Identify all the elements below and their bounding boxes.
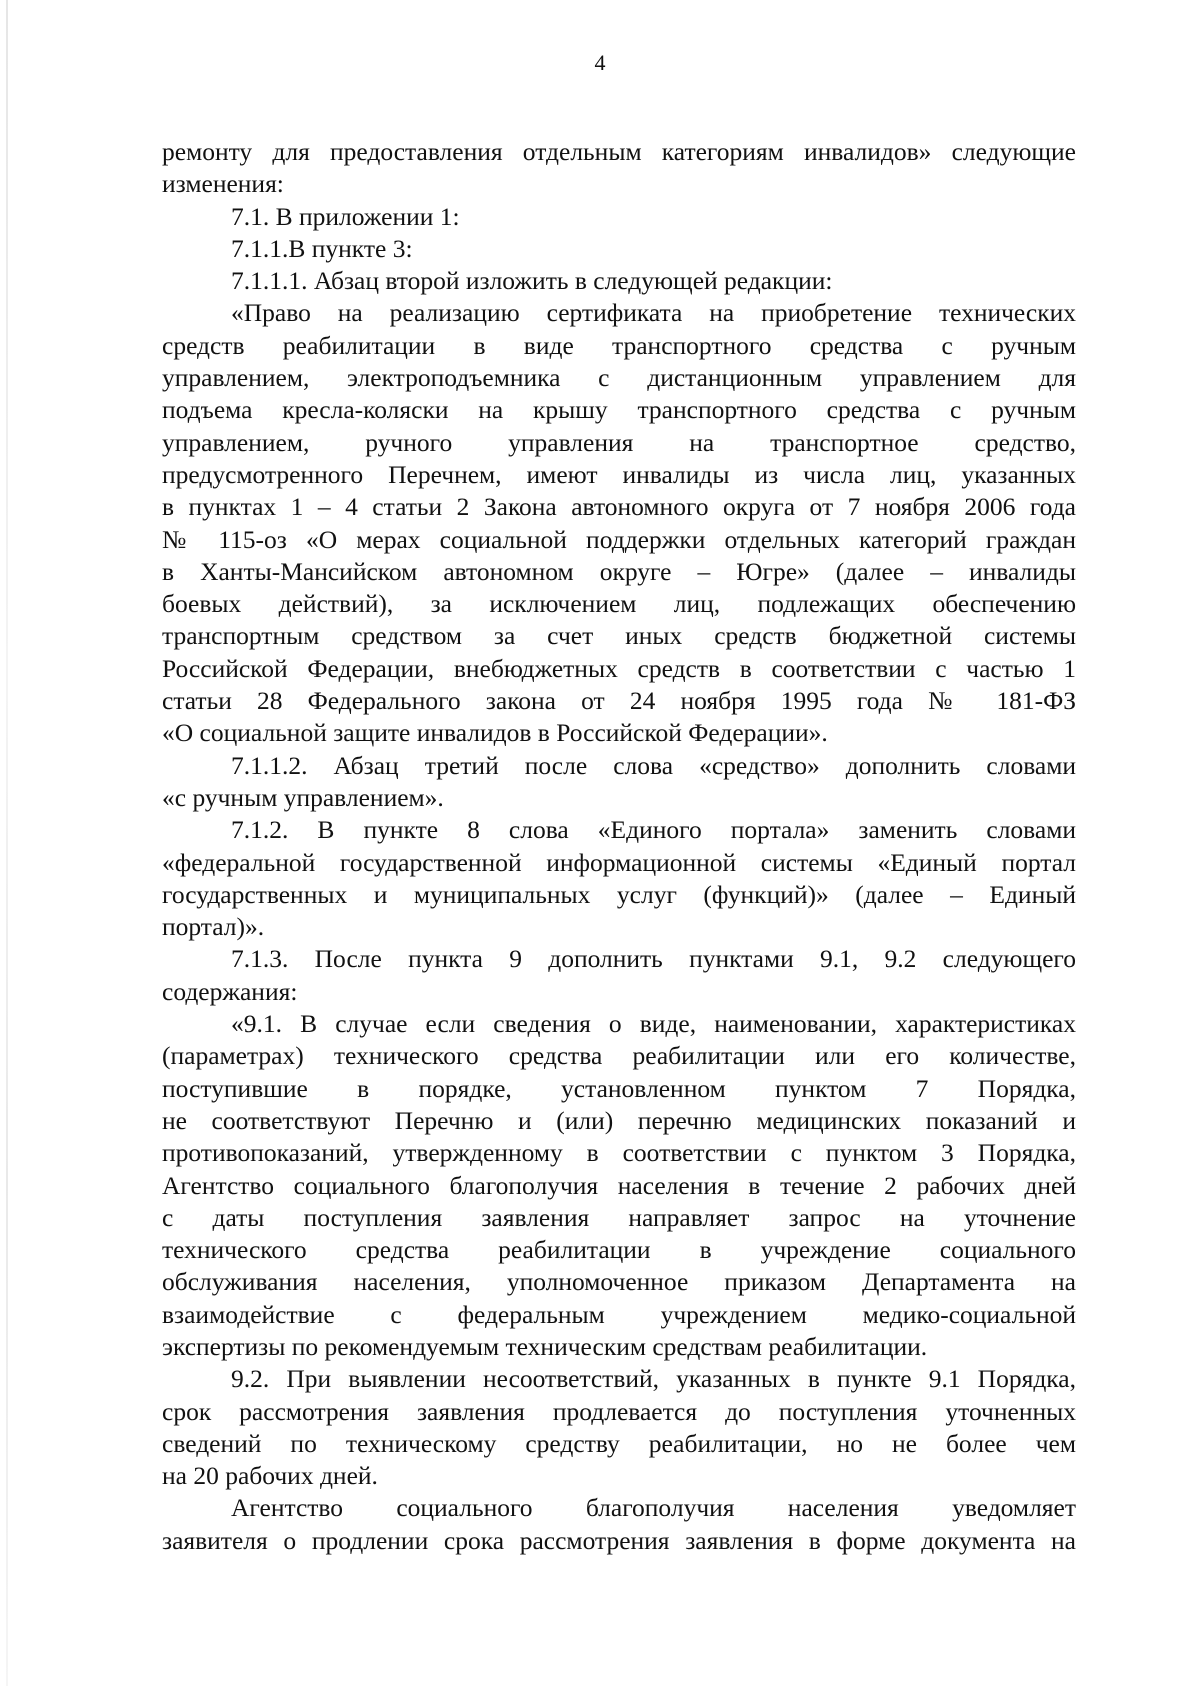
- text-line: заявителя о продлении срока рассмотрения заявления в форме документа на: [162, 1525, 1076, 1555]
- text-line: управлением, электроподъемника с дистанционным управлением для: [162, 363, 1076, 393]
- paragraph: [162, 1363, 1076, 1492]
- text-line: на 20 рабочих дней.: [162, 1461, 378, 1491]
- text-line: подъема кресла-коляски на крышу транспортного средства с ручным: [162, 395, 1076, 425]
- text-line: 7.1.1.1. Абзац второй изложить в следующей редакции:: [231, 266, 833, 296]
- text-line: 7.1.1.2. Абзац третий после слова «средство» дополнить словами: [231, 750, 1076, 780]
- text-line: «9.1. В случае если сведения о виде, наименовании, характеристиках: [231, 1009, 1076, 1039]
- text-line: статьи 28 Федерального закона от 24 ноября 1995 года № 181-ФЗ: [162, 686, 1076, 716]
- paragraph: [162, 265, 1076, 297]
- text-line: боевых действий), за исключением лиц, подлежащих обеспечению: [162, 589, 1076, 619]
- text-line: портал)».: [162, 912, 265, 942]
- paragraph: [162, 943, 1076, 1008]
- text-line: Агентство социального благополучия населения в течение 2 рабочих дней: [162, 1170, 1076, 1200]
- text-line: взаимодействие с федеральным учреждением медико-социальной: [162, 1299, 1076, 1329]
- text-line: «О социальной защите инвалидов в Российской Федерации».: [162, 718, 828, 748]
- text-line: «федеральной государственной информационной системы «Единый портал: [162, 847, 1076, 877]
- text-line: сведений по техническому средству реабилитации, но не более чем: [162, 1428, 1076, 1458]
- text-line: государственных и муниципальных услуг (функций)» (далее – Единый: [162, 879, 1076, 909]
- paragraph: [162, 814, 1076, 943]
- document-body: [162, 136, 1076, 1557]
- text-line: Российской Федерации, внебюджетных средств в соответствии с частью 1: [162, 653, 1076, 683]
- text-line: в пунктах 1 – 4 статьи 2 Закона автономного округа от 7 ноября 2006 года: [162, 492, 1076, 522]
- page-number: 4: [594, 50, 606, 75]
- paragraph: [162, 1492, 1076, 1557]
- paragraph: [162, 201, 1076, 233]
- text-line: 7.1.1.В пункте 3:: [231, 233, 413, 263]
- text-line: содержания:: [162, 976, 298, 1006]
- text-line: «с ручным управлением».: [162, 782, 444, 812]
- text-line: не соответствуют Перечню и (или) перечню медицинских показаний и: [162, 1105, 1076, 1135]
- text-line: предусмотренного Перечнем, имеют инвалиды из числа лиц, указанных: [162, 459, 1076, 489]
- text-line: (параметрах) технического средства реабилитации или его количестве,: [162, 1041, 1076, 1071]
- text-line: № 115-оз «О мерах социальной поддержки отдельных категорий граждан: [162, 524, 1076, 554]
- text-line: изменения:: [162, 169, 284, 199]
- paragraph: [162, 136, 1076, 201]
- text-line: экспертизы по рекомендуемым техническим средствам реабилитации.: [162, 1331, 928, 1361]
- text-line: поступившие в порядке, установленном пунктом 7 Порядка,: [162, 1073, 1076, 1103]
- text-line: 7.1. В приложении 1:: [231, 201, 460, 231]
- text-line: ремонту для предоставления отдельным категориям инвалидов» следующие: [162, 137, 1076, 166]
- text-line: Агентство социального благополучия населения уведомляет: [231, 1493, 1076, 1523]
- text-line: 7.1.2. В пункте 8 слова «Единого портала» заменить словами: [231, 815, 1076, 845]
- scan-edge: [6, 0, 8, 1686]
- text-line: 7.1.3. После пункта 9 дополнить пунктами 9.1, 9.2 следующего: [231, 944, 1076, 974]
- text-line: технического средства реабилитации в учреждение социального: [162, 1235, 1076, 1265]
- text-line: обслуживания населения, уполномоченное приказом Департамента на: [162, 1267, 1076, 1297]
- text-line: средств реабилитации в виде транспортного средства с ручным: [162, 330, 1076, 360]
- text-line: в Ханты-Мансийском автономном округе – Югре» (далее – инвалиды: [162, 556, 1076, 586]
- text-line: срок рассмотрения заявления продлевается до поступления уточненных: [162, 1396, 1076, 1426]
- text-line: «Право на реализацию сертификата на приобретение технических: [231, 298, 1076, 328]
- paragraph: [162, 1008, 1076, 1363]
- text-line: управлением, ручного управления на транспортное средство,: [162, 427, 1076, 457]
- text-line: транспортным средством за счет иных средств бюджетной системы: [162, 621, 1076, 651]
- paragraph: [162, 297, 1076, 749]
- text-line: противопоказаний, утвержденному в соответствии с пунктом 3 Порядка,: [162, 1138, 1076, 1168]
- paragraph: [162, 233, 1076, 265]
- paragraph: [162, 750, 1076, 815]
- text-line: с даты поступления заявления направляет запрос на уточнение: [162, 1202, 1076, 1232]
- text-line: 9.2. При выявлении несоответствий, указанных в пункте 9.1 Порядка,: [231, 1364, 1076, 1394]
